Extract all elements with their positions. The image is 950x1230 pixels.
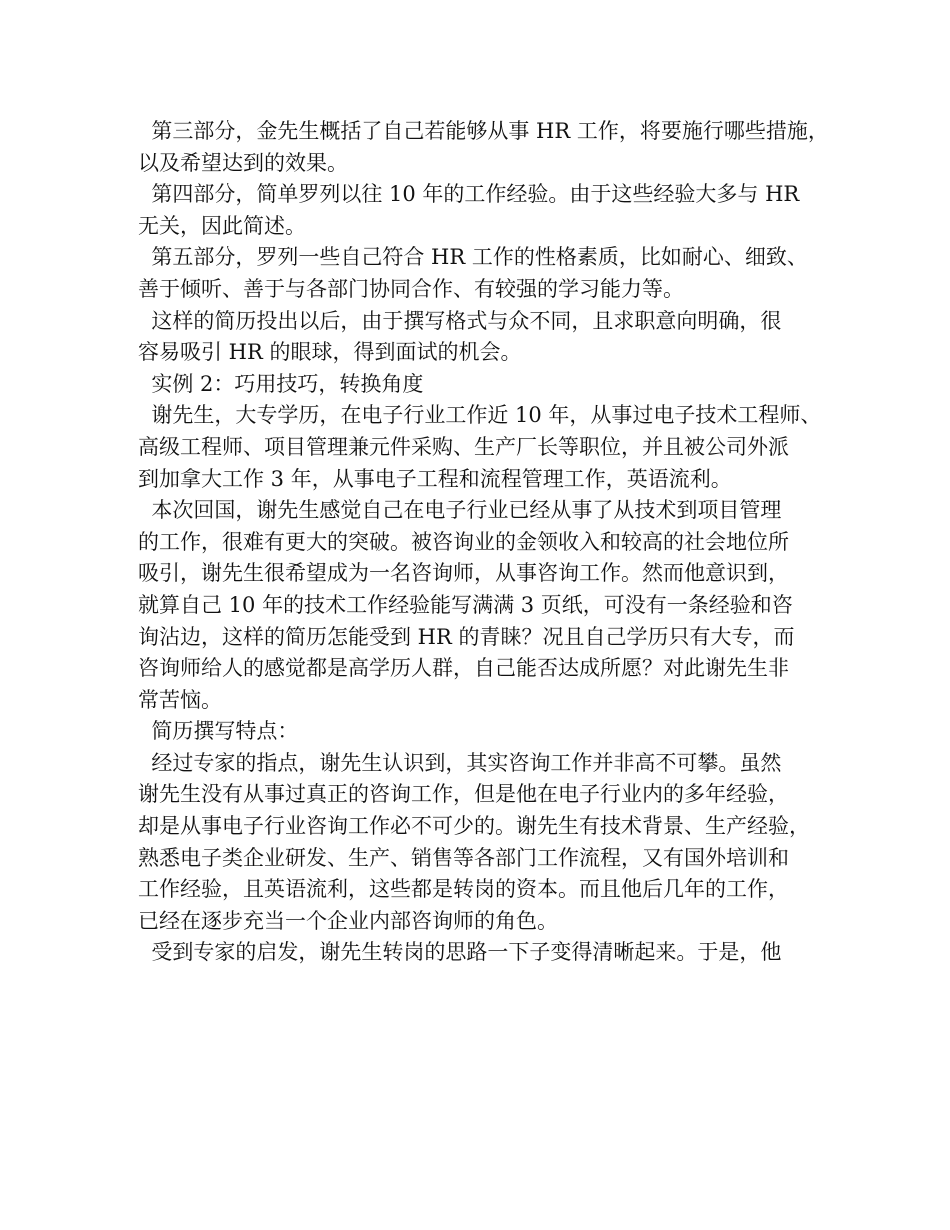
text-line: 容易吸引 HR 的眼球，得到面试的机会。 <box>138 340 522 365</box>
text-line: 第四部分，简单罗列以往 10 年的工作经验。由于这些经验大多与 HR <box>138 182 800 207</box>
text-line: 就算自己 10 年的技术工作经验能写满满 3 页纸，可没有一条经验和咨 <box>138 592 793 617</box>
text-line: 无关，因此简述。 <box>138 213 306 238</box>
text-line: 谢先生没有从事过真正的咨询工作，但是他在电子行业内的多年经验， <box>138 782 789 807</box>
text-line: 的工作，很难有更大的突破。被咨询业的金领收入和较高的社会地位所 <box>138 529 789 554</box>
text-line: 已经在逐步充当一个企业内部咨询师的角色。 <box>138 908 558 933</box>
text-line: 第五部分，罗列一些自己符合 HR 工作的性格素质，比如耐心、细致、 <box>138 245 808 270</box>
text-line: 咨询师给人的感觉都是高学历人群，自己能否达成所愿？对此谢先生非 <box>138 656 789 681</box>
text-line: 询沾边，这样的简历怎能受到 HR 的青睐？况且自己学历只有大专，而 <box>138 624 795 649</box>
text-line: 熟悉电子类企业研发、生产、销售等各部门工作流程，又有国外培训和 <box>138 845 789 870</box>
text-line: 工作经验，且英语流利，这些都是转岗的资本。而且他后几年的工作， <box>138 877 789 902</box>
section-heading: 实例 2：巧用技巧，转换角度 <box>138 371 424 396</box>
text-line: 善于倾听、善于与各部门协同合作、有较强的学习能力等。 <box>138 276 684 301</box>
text-line: 受到专家的启发，谢先生转岗的思路一下子变得清晰起来。于是，他 <box>138 940 782 965</box>
text-line: 高级工程师、项目管理兼元件采购、生产厂长等职位，并且被公司外派 <box>138 434 789 459</box>
text-line: 谢先生，大专学历，在电子行业工作近 10 年，从事过电子技术工程师、 <box>138 403 822 428</box>
text-line: 常苦恼。 <box>138 687 222 712</box>
text-line: 本次回国，谢先生感觉自己在电子行业已经从事了从技术到项目管理 <box>138 498 782 523</box>
text-line: 到加拿大工作 3 年，从事电子工程和流程管理工作，英语流利。 <box>138 466 732 491</box>
text-line: 吸引，谢先生很希望成为一名咨询师，从事咨询工作。然而他意识到， <box>138 561 789 586</box>
text-line: 以及希望达到的效果。 <box>138 150 348 175</box>
document-body <box>138 116 828 969</box>
text-line: 第三部分，金先生概括了自己若能够从事 HR 工作，将要施行哪些措施， <box>138 119 829 143</box>
section-heading: 简历撰写特点： <box>138 719 299 744</box>
text-line: 经过专家的指点，谢先生认识到，其实咨询工作并非高不可攀。虽然 <box>138 750 782 775</box>
text-line: 却是从事电子行业咨询工作必不可少的。谢先生有技术背景、生产经验， <box>138 814 810 839</box>
text-line: 这样的简历投出以后，由于撰写格式与众不同，且求职意向明确，很 <box>138 308 782 333</box>
